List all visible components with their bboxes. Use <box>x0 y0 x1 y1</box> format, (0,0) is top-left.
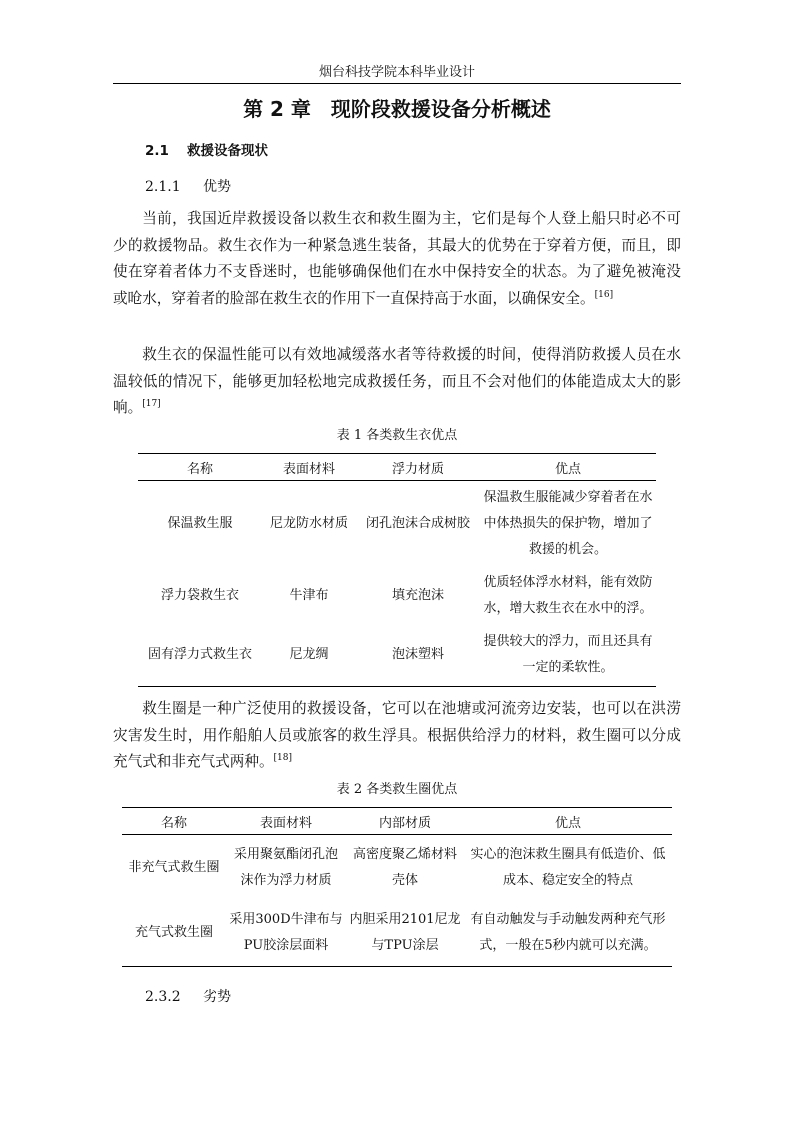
paragraph-text: 救生圈是一种广泛使用的救援设备，它可以在池塘或河流旁边安装，也可以在洪涝灾害发生时，用作船舶人员或旅客的救生浮具。根据供给浮力的材料，救生圈可以分成充气式和非充气式两种。 <box>113 700 681 770</box>
subsection-number: 2.1.1 <box>145 179 181 195</box>
subsection-title: 优势 <box>203 179 231 195</box>
table-cell: 固有浮力式救生衣 <box>138 625 262 687</box>
table-cell: 保温救生服 <box>167 515 233 531</box>
table-cell: 尼龙防水材质 <box>269 515 348 531</box>
table-header-row <box>122 808 672 835</box>
paragraph-text: 救生衣的保温性能可以有效地减缓落水者等待救援的时间，使得消防救援人员在水温较低的情况下，能够更加轻松地完成救援任务，而且不会对他们的体能造成太大的影响。 <box>113 346 681 416</box>
table-cell: 高密度聚乙烯材料壳体 <box>352 846 457 888</box>
table-cell: 闭孔泡沫合成树胶 <box>365 515 470 531</box>
table-header-row <box>138 454 656 481</box>
table-cell: 填充泡沫 <box>391 587 444 603</box>
citation-ref: [16] <box>594 289 614 300</box>
column-header: 优点 <box>464 808 672 835</box>
paragraph-text: 当前，我国近岸救援设备以救生衣和救生圈为主，它们是每个人登上船只时必不可少的救援物品。救生衣作为一种紧急逃生装备，其最大的优势在于穿着方便，而且，即使在穿着者体力不支昏迷时，也能够确保他们在水中保持安全的状态。为了避免被淹没或呛水，穿着者的脸部在救生衣的作用下一直保持高于水面，以确保安全。 <box>113 210 681 307</box>
table-cell: 充气式救生圈 <box>122 901 226 967</box>
section-title: 救援设备现状 <box>187 143 268 159</box>
table-cell: 浮力袋救生衣 <box>160 587 239 603</box>
paragraph-lifejacket-advantages <box>113 206 681 312</box>
table-cell: 尼龙绸 <box>262 625 356 687</box>
table-row <box>138 567 656 625</box>
table-cell: 实心的泡沫救生圈具有低造价、低成本、稳定安全的特点 <box>470 846 666 888</box>
table2-caption: 表 2 各类救生圈优点 <box>336 782 458 797</box>
subsection-number: 2.3.2 <box>145 989 181 1005</box>
column-header: 表面材料 <box>226 808 346 835</box>
citation-ref: [18] <box>273 753 293 764</box>
column-header: 浮力材质 <box>356 454 480 481</box>
paragraph-lifering <box>113 696 681 776</box>
chapter-title: 第 2 章 现阶段救援设备分析概述 <box>243 97 551 121</box>
table1-caption: 表 1 各类救生衣优点 <box>336 428 458 443</box>
paragraph-thermal-performance <box>113 342 681 422</box>
section-number: 2.1 <box>145 143 169 159</box>
table-cell: 提供较大的浮力，而且还具有一定的柔软性。 <box>480 625 656 687</box>
lifejacket-table <box>138 453 656 687</box>
table-row <box>138 481 656 567</box>
citation-ref: [17] <box>142 399 161 410</box>
table-cell: 泡沫塑料 <box>356 625 480 687</box>
subsection-heading-disadvantages <box>145 987 231 1007</box>
table-row <box>122 901 672 967</box>
column-header: 名称 <box>122 808 226 835</box>
table-cell: 采用300D牛津布与PU胶涂层面料 <box>226 901 346 967</box>
subsection-title: 劣势 <box>203 989 231 1005</box>
section-heading <box>145 141 268 161</box>
table-row <box>138 625 656 687</box>
lifering-table <box>122 807 672 967</box>
column-header: 表面材料 <box>262 454 356 481</box>
column-header: 名称 <box>138 454 262 481</box>
table-cell: 非充气式救生圈 <box>128 859 220 875</box>
table-cell: 保温救生服能减少穿着者在水中体热损失的保护物，增加了救援的机会。 <box>483 489 653 557</box>
table-cell: 有自动触发与手动触发两种充气形式，一般在5秒内就可以充满。 <box>464 901 672 967</box>
subsection-heading-advantages <box>145 177 231 197</box>
column-header: 优点 <box>480 454 656 481</box>
table-cell: 内胆采用2101尼龙与TPU涂层 <box>346 901 464 967</box>
header-rule <box>113 83 681 84</box>
column-header: 内部材质 <box>346 808 464 835</box>
page-header: 烟台科技学院本科毕业设计 <box>318 65 475 80</box>
table-cell: 牛津布 <box>289 587 329 603</box>
table-cell: 优质轻体浮水材料，能有效防水，增大救生衣在水中的浮。 <box>483 574 653 616</box>
table-row <box>122 835 672 901</box>
table-cell: 采用聚氨酯闭孔泡沫作为浮力材质 <box>233 846 338 888</box>
